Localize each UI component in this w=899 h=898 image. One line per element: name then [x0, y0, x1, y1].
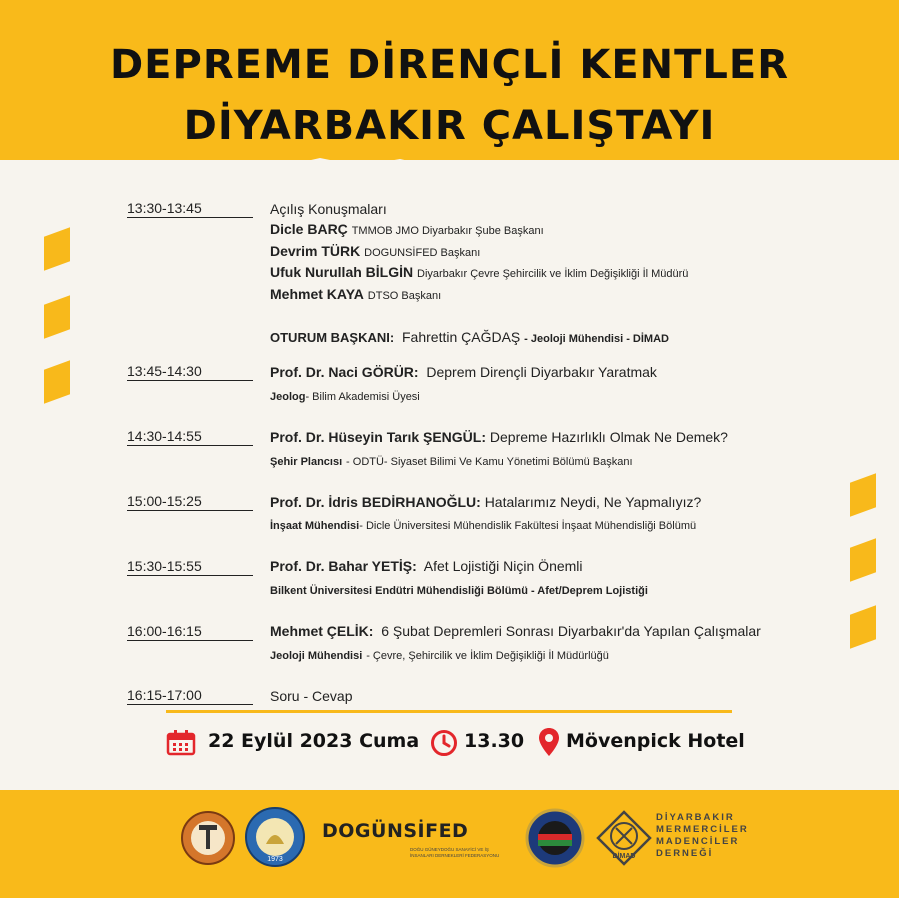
speaker-name: Mehmet ÇELİK:: [270, 623, 374, 639]
speaker-name: Mehmet KAYA: [270, 286, 364, 302]
session-time: 14:30-14:55: [127, 428, 253, 446]
speaker-affiliation: Jeoloji Mühendisi - Çevre, Şehircilik ve İklim Değişikliği İl Müdürlüğü: [270, 650, 609, 662]
dimad-text: DİYARBAKIR MERMERCİLER MADENCİLER DERNEĞİ: [656, 812, 749, 859]
session-line: [270, 494, 701, 510]
session-line: [270, 364, 657, 380]
speaker-role: TMMOB JMO Diyarbakır Şube Başkanı: [351, 225, 544, 237]
speaker-name: Dicle BARÇ: [270, 221, 348, 237]
footer-band: [0, 790, 899, 898]
speaker-line: [270, 286, 441, 302]
title-line-2: DİYARBAKIR ÇALIŞTAYI: [183, 103, 716, 149]
moderator-line: [270, 329, 669, 345]
talk-title: Afet Lojistiği Niçin Önemli: [423, 558, 583, 574]
speaker-name: Devrim TÜRK: [270, 243, 361, 259]
speaker-line: [270, 243, 480, 259]
session-line: [270, 623, 761, 639]
dicle-year: 1973: [267, 856, 283, 863]
speaker-name: Prof. Dr. İdris BEDİRHANOĞLU:: [270, 494, 481, 510]
location-pin-icon: [538, 727, 560, 757]
speaker-name: Prof. Dr. Naci GÖRÜR:: [270, 364, 419, 380]
session-time: 16:15-17:00: [127, 687, 253, 705]
dicle-university-logo: [244, 806, 306, 868]
dimad-short: DİMAD: [612, 853, 636, 860]
talk-title: Hatalarımız Neydi, Ne Yapmalıyız?: [484, 494, 702, 510]
divider: [166, 710, 732, 713]
event-venue: Mövenpick Hotel: [566, 730, 745, 752]
title-line-1: DEPREME DİRENÇLİ KENTLER: [109, 42, 790, 88]
session-time: 13:45-14:30: [127, 363, 253, 381]
jmo-logo: [180, 810, 236, 866]
speaker-affiliation: İnşaat Mühendisi- Dicle Üniversitesi Mühendislik Fakültesi İnşaat Mühendisliği Bölümü: [270, 520, 697, 532]
torn-edge-top: [0, 150, 899, 190]
moderator-label: OTURUM BAŞKANI:: [270, 330, 395, 345]
dogunsifed-logo: DOGÜNSİFED: [322, 820, 469, 842]
dtso-logo: [525, 808, 585, 868]
session-time: 15:30-15:55: [127, 558, 253, 576]
speaker-name: Prof. Dr. Bahar YETİŞ:: [270, 558, 417, 574]
speaker-affiliation: Bilkent Üniversitesi Endütri Mühendisliği Bölümü - Afet/Deprem Lojistiği: [270, 585, 648, 597]
event-date: 22 Eylül 2023 Cuma: [208, 730, 420, 752]
session-title: Açılış Konuşmaları: [270, 201, 387, 217]
session-time: 13:30-13:45: [127, 200, 253, 218]
moderator-name: Fahrettin ÇAĞDAŞ: [402, 329, 521, 345]
speaker-line: [270, 264, 688, 280]
session-time: 16:00-16:15: [127, 623, 253, 641]
talk-title: 6 Şubat Depremleri Sonrası Diyarbakır'da Yapılan Çalışmalar: [381, 623, 761, 639]
speaker-line: [270, 221, 544, 237]
event-time: 13.30: [464, 730, 525, 752]
speaker-role: DTSO Başkanı: [367, 290, 442, 302]
session-time: 15:00-15:25: [127, 493, 253, 511]
talk-title: Depreme Hazırlıklı Olmak Ne Demek?: [489, 429, 728, 445]
moderator-role: - Jeoloji Mühendisi - DİMAD: [524, 333, 669, 345]
dogunsifed-subtitle: DOĞU GÜNEYDOĞU SANAYİCİ VE İŞ İNSANLARI DERNEKLERİ FEDERASYONU: [410, 847, 500, 858]
session-title: Soru - Cevap: [270, 688, 353, 704]
speaker-name: Prof. Dr. Hüseyin Tarık ŞENGÜL:: [270, 429, 487, 445]
speaker-affiliation: Jeolog- Bilim Akademisi Üyesi: [270, 391, 420, 403]
session-line: [270, 429, 728, 445]
session-line: [270, 558, 583, 574]
speaker-affiliation: Şehir Plancısı - ODTÜ- Siyaset Bilimi Ve Kamu Yönetimi Bölümü Başkanı: [270, 456, 633, 468]
dimad-logo: [596, 810, 652, 866]
speaker-role: Diyarbakır Çevre Şehircilik ve İklim Değişikliği İl Müdürü: [417, 268, 689, 280]
talk-title: Deprem Dirençli Diyarbakır Yaratmak: [426, 364, 657, 380]
speaker-role: DOGUNSİFED Başkanı: [364, 247, 481, 259]
calendar-icon: [166, 730, 196, 756]
speaker-name: Ufuk Nurullah BİLGİN: [270, 264, 414, 280]
clock-icon: [430, 729, 458, 757]
